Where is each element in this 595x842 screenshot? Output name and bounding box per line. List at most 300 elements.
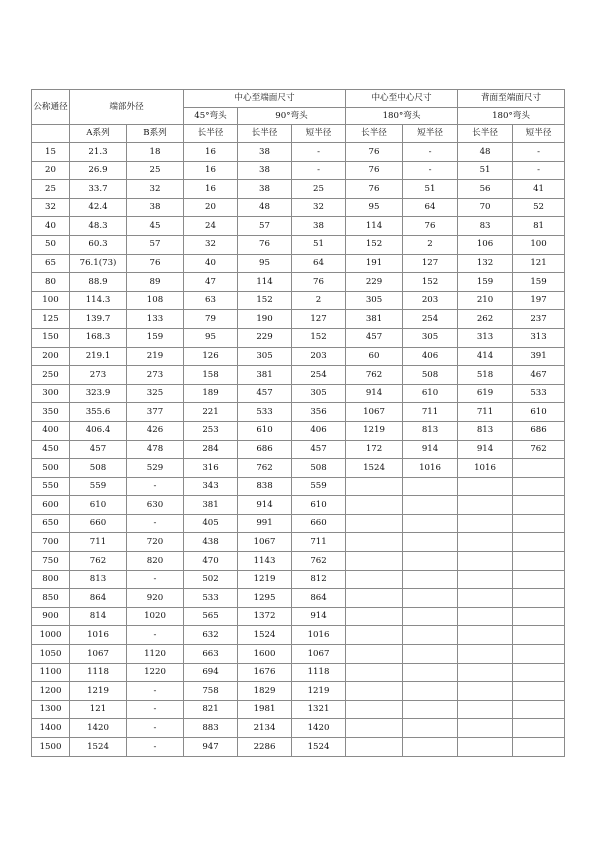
header-elbow-45: 45°弯头: [184, 108, 238, 125]
header-row-1: [32, 90, 565, 108]
cell-45-long-radius: 821: [184, 700, 238, 719]
cell-180-center-short-radius: 1016: [403, 459, 458, 478]
cell-nominal-size: 350: [32, 403, 70, 422]
table-row: [32, 533, 565, 552]
cell-180-back-long-radius: [458, 738, 513, 757]
cell-nominal-size: 100: [32, 291, 70, 310]
cell-od-series-a: 1067: [70, 645, 127, 664]
cell-90-short-radius: 356: [292, 403, 346, 422]
cell-90-short-radius: 1016: [292, 626, 346, 645]
cell-180-back-short-radius: [513, 663, 565, 682]
cell-od-series-b: 57: [127, 235, 184, 254]
cell-180-center-long-radius: 95: [346, 198, 403, 217]
cell-od-series-b: 18: [127, 143, 184, 162]
cell-od-series-b: 38: [127, 198, 184, 217]
cell-45-long-radius: 20: [184, 198, 238, 217]
table-row: [32, 384, 565, 403]
header-long-radius-180-back: 长半径: [458, 125, 513, 143]
cell-90-long-radius: 610: [238, 421, 292, 440]
cell-90-short-radius: 762: [292, 552, 346, 571]
cell-180-center-short-radius: 711: [403, 403, 458, 422]
table-row: [32, 143, 565, 162]
header-long-radius-180-center: 长半径: [346, 125, 403, 143]
cell-180-center-short-radius: 406: [403, 347, 458, 366]
cell-180-back-short-radius: 313: [513, 328, 565, 347]
cell-od-series-a: 323.9: [70, 384, 127, 403]
cell-od-series-a: 1219: [70, 682, 127, 701]
cell-180-back-short-radius: 391: [513, 347, 565, 366]
cell-180-center-long-radius: 1067: [346, 403, 403, 422]
cell-45-long-radius: 284: [184, 440, 238, 459]
cell-180-back-long-radius: [458, 626, 513, 645]
cell-180-back-short-radius: -: [513, 161, 565, 180]
cell-od-series-a: 26.9: [70, 161, 127, 180]
cell-180-center-long-radius: [346, 719, 403, 738]
cell-nominal-size: 550: [32, 477, 70, 496]
dimension-table-container: [31, 89, 565, 757]
cell-180-back-short-radius: -: [513, 143, 565, 162]
cell-90-long-radius: 48: [238, 198, 292, 217]
cell-90-short-radius: 508: [292, 459, 346, 478]
elbow-dimension-table: [31, 89, 565, 757]
cell-180-center-long-radius: [346, 626, 403, 645]
cell-180-center-long-radius: 762: [346, 366, 403, 385]
cell-180-center-short-radius: [403, 663, 458, 682]
cell-45-long-radius: 189: [184, 384, 238, 403]
table-row: [32, 477, 565, 496]
table-row: [32, 663, 565, 682]
cell-45-long-radius: 16: [184, 161, 238, 180]
cell-45-long-radius: 47: [184, 273, 238, 292]
cell-90-short-radius: 254: [292, 366, 346, 385]
cell-180-center-short-radius: 508: [403, 366, 458, 385]
cell-od-series-a: 355.6: [70, 403, 127, 422]
cell-180-back-long-radius: 1016: [458, 459, 513, 478]
cell-180-center-long-radius: 229: [346, 273, 403, 292]
table-row: [32, 198, 565, 217]
cell-45-long-radius: 947: [184, 738, 238, 757]
cell-180-center-long-radius: 76: [346, 180, 403, 199]
cell-nominal-size: 600: [32, 496, 70, 515]
cell-180-back-short-radius: [513, 682, 565, 701]
cell-180-center-long-radius: [346, 682, 403, 701]
cell-180-back-short-radius: [513, 719, 565, 738]
cell-90-short-radius: 1420: [292, 719, 346, 738]
cell-90-short-radius: 305: [292, 384, 346, 403]
header-center-to-center: 中心至中心尺寸: [346, 90, 458, 108]
cell-180-center-long-radius: 76: [346, 143, 403, 162]
cell-nominal-size: 850: [32, 589, 70, 608]
cell-90-short-radius: 64: [292, 254, 346, 273]
table-row: [32, 645, 565, 664]
cell-90-short-radius: 38: [292, 217, 346, 236]
cell-90-short-radius: 127: [292, 310, 346, 329]
cell-45-long-radius: 316: [184, 459, 238, 478]
cell-180-back-short-radius: [513, 533, 565, 552]
cell-180-back-long-radius: 711: [458, 403, 513, 422]
cell-180-center-short-radius: 127: [403, 254, 458, 273]
cell-180-center-short-radius: 76: [403, 217, 458, 236]
cell-180-center-short-radius: [403, 496, 458, 515]
cell-od-series-b: 45: [127, 217, 184, 236]
table-row: [32, 719, 565, 738]
cell-nominal-size: 1200: [32, 682, 70, 701]
header-row-3: [32, 125, 565, 143]
cell-180-back-long-radius: [458, 514, 513, 533]
cell-180-back-short-radius: 121: [513, 254, 565, 273]
header-elbow-180-back: 180°弯头: [458, 108, 565, 125]
cell-od-series-a: 48.3: [70, 217, 127, 236]
cell-od-series-a: 711: [70, 533, 127, 552]
cell-90-long-radius: 2286: [238, 738, 292, 757]
cell-45-long-radius: 405: [184, 514, 238, 533]
cell-od-series-b: -: [127, 626, 184, 645]
cell-180-back-short-radius: [513, 626, 565, 645]
cell-nominal-size: 50: [32, 235, 70, 254]
header-center-to-end: 中心至端面尺寸: [184, 90, 346, 108]
cell-180-back-short-radius: 686: [513, 421, 565, 440]
cell-90-long-radius: 991: [238, 514, 292, 533]
cell-od-series-a: 33.7: [70, 180, 127, 199]
table-row: [32, 626, 565, 645]
cell-180-center-long-radius: [346, 607, 403, 626]
cell-nominal-size: 15: [32, 143, 70, 162]
cell-180-back-long-radius: 262: [458, 310, 513, 329]
cell-180-back-short-radius: 159: [513, 273, 565, 292]
cell-nominal-size: 300: [32, 384, 70, 403]
cell-od-series-b: -: [127, 570, 184, 589]
header-long-radius-90: 长半径: [238, 125, 292, 143]
cell-nominal-size: 650: [32, 514, 70, 533]
table-row: [32, 347, 565, 366]
cell-od-series-b: 529: [127, 459, 184, 478]
cell-180-center-long-radius: 152: [346, 235, 403, 254]
cell-180-center-short-radius: 813: [403, 421, 458, 440]
cell-180-back-short-radius: 533: [513, 384, 565, 403]
cell-90-short-radius: 864: [292, 589, 346, 608]
cell-90-long-radius: 152: [238, 291, 292, 310]
cell-nominal-size: 80: [32, 273, 70, 292]
cell-45-long-radius: 126: [184, 347, 238, 366]
cell-90-short-radius: 1067: [292, 645, 346, 664]
cell-180-back-long-radius: 132: [458, 254, 513, 273]
cell-180-back-long-radius: 210: [458, 291, 513, 310]
cell-90-long-radius: 457: [238, 384, 292, 403]
cell-180-center-long-radius: 191: [346, 254, 403, 273]
cell-180-center-long-radius: 76: [346, 161, 403, 180]
cell-180-center-short-radius: -: [403, 143, 458, 162]
cell-nominal-size: 1400: [32, 719, 70, 738]
cell-45-long-radius: 95: [184, 328, 238, 347]
cell-90-long-radius: 1829: [238, 682, 292, 701]
cell-45-long-radius: 663: [184, 645, 238, 664]
cell-90-long-radius: 533: [238, 403, 292, 422]
cell-90-short-radius: 610: [292, 496, 346, 515]
cell-90-long-radius: 114: [238, 273, 292, 292]
cell-90-long-radius: 305: [238, 347, 292, 366]
cell-od-series-a: 559: [70, 477, 127, 496]
cell-45-long-radius: 158: [184, 366, 238, 385]
cell-od-series-b: -: [127, 719, 184, 738]
cell-od-series-a: 1524: [70, 738, 127, 757]
cell-180-center-long-radius: 172: [346, 440, 403, 459]
cell-45-long-radius: 16: [184, 180, 238, 199]
cell-180-back-short-radius: [513, 570, 565, 589]
cell-180-back-long-radius: 51: [458, 161, 513, 180]
cell-180-center-long-radius: 60: [346, 347, 403, 366]
cell-45-long-radius: 343: [184, 477, 238, 496]
cell-od-series-a: 168.3: [70, 328, 127, 347]
cell-180-back-short-radius: [513, 738, 565, 757]
header-short-radius-90: 短半径: [292, 125, 346, 143]
cell-90-long-radius: 57: [238, 217, 292, 236]
cell-180-back-long-radius: 518: [458, 366, 513, 385]
cell-180-back-long-radius: 48: [458, 143, 513, 162]
cell-180-back-long-radius: [458, 719, 513, 738]
cell-90-long-radius: 38: [238, 161, 292, 180]
cell-od-series-a: 219.1: [70, 347, 127, 366]
cell-180-center-long-radius: [346, 496, 403, 515]
cell-180-center-long-radius: 381: [346, 310, 403, 329]
cell-90-short-radius: 1321: [292, 700, 346, 719]
cell-180-center-long-radius: [346, 514, 403, 533]
cell-45-long-radius: 502: [184, 570, 238, 589]
cell-180-back-long-radius: [458, 533, 513, 552]
table-row: [32, 496, 565, 515]
cell-45-long-radius: 79: [184, 310, 238, 329]
cell-nominal-size: 700: [32, 533, 70, 552]
cell-nominal-size: 800: [32, 570, 70, 589]
cell-90-long-radius: 229: [238, 328, 292, 347]
cell-od-series-a: 610: [70, 496, 127, 515]
cell-180-back-short-radius: 100: [513, 235, 565, 254]
cell-180-back-short-radius: 41: [513, 180, 565, 199]
cell-180-back-long-radius: [458, 682, 513, 701]
cell-180-back-long-radius: [458, 496, 513, 515]
cell-180-back-long-radius: [458, 589, 513, 608]
cell-180-center-long-radius: [346, 477, 403, 496]
table-row: [32, 514, 565, 533]
cell-180-center-long-radius: [346, 589, 403, 608]
cell-nominal-size: 1500: [32, 738, 70, 757]
table-row: [32, 700, 565, 719]
cell-90-short-radius: 51: [292, 235, 346, 254]
table-row: [32, 273, 565, 292]
table-row: [32, 589, 565, 608]
cell-od-series-b: 630: [127, 496, 184, 515]
cell-nominal-size: 1050: [32, 645, 70, 664]
cell-90-long-radius: 1372: [238, 607, 292, 626]
cell-180-back-long-radius: 56: [458, 180, 513, 199]
cell-180-center-long-radius: [346, 570, 403, 589]
cell-od-series-b: 920: [127, 589, 184, 608]
cell-od-series-b: 133: [127, 310, 184, 329]
header-long-radius-45: 长半径: [184, 125, 238, 143]
table-row: [32, 459, 565, 478]
table-row: [32, 217, 565, 236]
cell-45-long-radius: 470: [184, 552, 238, 571]
cell-90-long-radius: 38: [238, 143, 292, 162]
cell-90-short-radius: 711: [292, 533, 346, 552]
cell-od-series-b: 273: [127, 366, 184, 385]
cell-od-series-a: 1016: [70, 626, 127, 645]
cell-nominal-size: 150: [32, 328, 70, 347]
header-back-to-end: 背面至端面尺寸: [458, 90, 565, 108]
cell-nominal-size: 20: [32, 161, 70, 180]
cell-90-short-radius: 25: [292, 180, 346, 199]
cell-90-long-radius: 914: [238, 496, 292, 515]
cell-od-series-b: 377: [127, 403, 184, 422]
cell-od-series-a: 508: [70, 459, 127, 478]
cell-180-center-short-radius: -: [403, 161, 458, 180]
cell-90-long-radius: 1295: [238, 589, 292, 608]
cell-180-back-long-radius: [458, 477, 513, 496]
cell-od-series-a: 762: [70, 552, 127, 571]
cell-180-center-short-radius: 152: [403, 273, 458, 292]
cell-180-back-short-radius: [513, 496, 565, 515]
cell-90-short-radius: 1118: [292, 663, 346, 682]
cell-180-back-short-radius: 762: [513, 440, 565, 459]
cell-90-short-radius: 559: [292, 477, 346, 496]
cell-od-series-a: 813: [70, 570, 127, 589]
cell-90-long-radius: 1524: [238, 626, 292, 645]
header-series-a: A系列: [70, 125, 127, 143]
cell-od-series-a: 273: [70, 366, 127, 385]
cell-180-center-short-radius: [403, 682, 458, 701]
header-short-radius-180-back: 短半径: [513, 125, 565, 143]
header-elbow-90: 90°弯头: [238, 108, 346, 125]
cell-od-series-a: 114.3: [70, 291, 127, 310]
cell-180-center-long-radius: 305: [346, 291, 403, 310]
cell-90-short-radius: 660: [292, 514, 346, 533]
cell-od-series-b: 478: [127, 440, 184, 459]
header-elbow-180-center: 180°弯头: [346, 108, 458, 125]
cell-180-back-short-radius: 197: [513, 291, 565, 310]
cell-90-long-radius: 1143: [238, 552, 292, 571]
cell-90-long-radius: 838: [238, 477, 292, 496]
cell-180-back-short-radius: [513, 459, 565, 478]
table-row: [32, 570, 565, 589]
cell-od-series-b: -: [127, 700, 184, 719]
table-row: [32, 310, 565, 329]
cell-180-back-short-radius: [513, 700, 565, 719]
cell-90-long-radius: 95: [238, 254, 292, 273]
table-row: [32, 552, 565, 571]
cell-180-center-long-radius: [346, 645, 403, 664]
cell-180-center-long-radius: [346, 552, 403, 571]
cell-90-short-radius: 457: [292, 440, 346, 459]
cell-od-series-b: 76: [127, 254, 184, 273]
cell-180-center-long-radius: [346, 700, 403, 719]
cell-45-long-radius: 632: [184, 626, 238, 645]
cell-od-series-b: 32: [127, 180, 184, 199]
cell-180-back-long-radius: [458, 552, 513, 571]
cell-90-short-radius: 812: [292, 570, 346, 589]
cell-nominal-size: 750: [32, 552, 70, 571]
cell-180-center-short-radius: [403, 738, 458, 757]
cell-90-long-radius: 38: [238, 180, 292, 199]
cell-180-center-short-radius: 51: [403, 180, 458, 199]
cell-180-center-short-radius: 254: [403, 310, 458, 329]
cell-180-back-long-radius: 83: [458, 217, 513, 236]
cell-180-center-short-radius: [403, 533, 458, 552]
cell-od-series-a: 121: [70, 700, 127, 719]
cell-od-series-b: 1220: [127, 663, 184, 682]
cell-180-back-long-radius: [458, 663, 513, 682]
cell-od-series-a: 139.7: [70, 310, 127, 329]
cell-nominal-size: 1300: [32, 700, 70, 719]
table-row: [32, 738, 565, 757]
cell-180-back-short-radius: 237: [513, 310, 565, 329]
cell-180-center-long-radius: [346, 533, 403, 552]
cell-180-center-long-radius: [346, 738, 403, 757]
header-blank: [32, 125, 70, 143]
cell-od-series-b: -: [127, 477, 184, 496]
cell-180-back-long-radius: 619: [458, 384, 513, 403]
header-nominal-size: 公称通径: [32, 90, 70, 125]
table-row: [32, 291, 565, 310]
table-row: [32, 403, 565, 422]
cell-180-center-short-radius: [403, 552, 458, 571]
cell-180-back-long-radius: 106: [458, 235, 513, 254]
cell-od-series-b: 89: [127, 273, 184, 292]
table-row: [32, 180, 565, 199]
cell-45-long-radius: 758: [184, 682, 238, 701]
cell-od-series-a: 1420: [70, 719, 127, 738]
cell-90-long-radius: 1981: [238, 700, 292, 719]
cell-180-back-long-radius: [458, 700, 513, 719]
cell-180-center-short-radius: [403, 477, 458, 496]
cell-180-back-short-radius: 467: [513, 366, 565, 385]
cell-od-series-a: 1118: [70, 663, 127, 682]
cell-180-back-short-radius: 81: [513, 217, 565, 236]
cell-nominal-size: 1000: [32, 626, 70, 645]
cell-90-long-radius: 2134: [238, 719, 292, 738]
cell-45-long-radius: 883: [184, 719, 238, 738]
table-row: [32, 440, 565, 459]
cell-od-series-b: -: [127, 514, 184, 533]
cell-180-center-short-radius: [403, 719, 458, 738]
cell-180-back-short-radius: [513, 645, 565, 664]
cell-180-back-long-radius: 159: [458, 273, 513, 292]
cell-od-series-a: 457: [70, 440, 127, 459]
cell-nominal-size: 250: [32, 366, 70, 385]
cell-180-back-long-radius: [458, 607, 513, 626]
cell-180-center-long-radius: 1219: [346, 421, 403, 440]
cell-od-series-a: 406.4: [70, 421, 127, 440]
cell-nominal-size: 200: [32, 347, 70, 366]
cell-45-long-radius: 221: [184, 403, 238, 422]
cell-180-back-long-radius: 313: [458, 328, 513, 347]
cell-90-long-radius: 762: [238, 459, 292, 478]
header-series-b: B系列: [127, 125, 184, 143]
cell-180-center-short-radius: [403, 700, 458, 719]
cell-nominal-size: 25: [32, 180, 70, 199]
cell-45-long-radius: 694: [184, 663, 238, 682]
cell-90-short-radius: 152: [292, 328, 346, 347]
cell-180-center-long-radius: 114: [346, 217, 403, 236]
table-row: [32, 254, 565, 273]
cell-45-long-radius: 40: [184, 254, 238, 273]
cell-90-short-radius: 203: [292, 347, 346, 366]
cell-90-long-radius: 686: [238, 440, 292, 459]
cell-180-back-long-radius: [458, 570, 513, 589]
cell-180-center-long-radius: 914: [346, 384, 403, 403]
table-row: [32, 328, 565, 347]
cell-180-back-long-radius: 914: [458, 440, 513, 459]
cell-od-series-a: 864: [70, 589, 127, 608]
cell-180-back-long-radius: 813: [458, 421, 513, 440]
